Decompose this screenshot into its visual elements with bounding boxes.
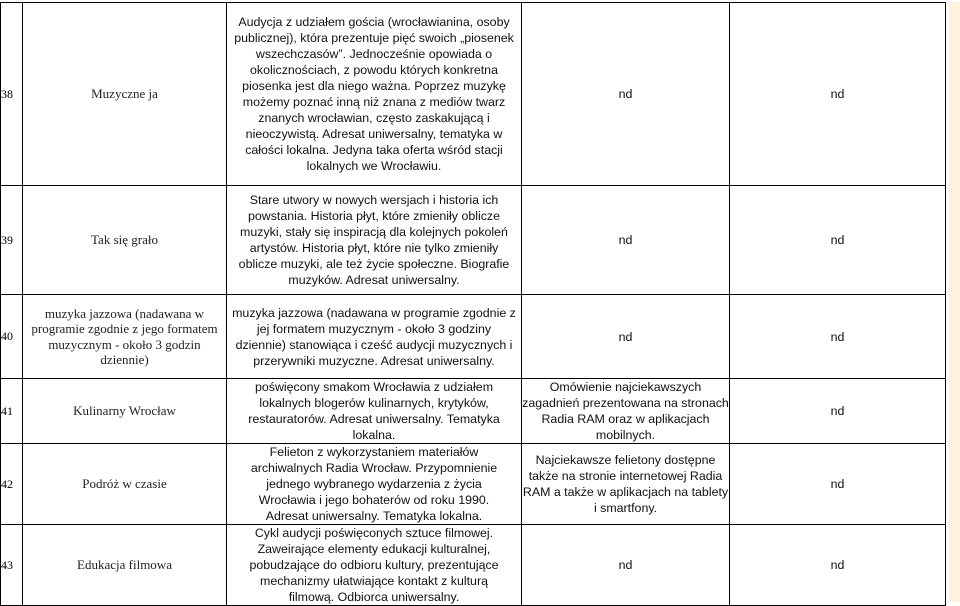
program-description [227,379,522,444]
program-description [227,3,522,186]
description-text: Felieton z wykorzystaniem materiałów archiwalnych Radia Wrocław. Przypomnienie jednego wybranego wydarzenia z życia Wrocławia i jego bohaterów od roku 1990. Adresat uniwersalny. Tematyka lokalna. [250,445,498,523]
table-row [1,525,946,606]
online-availability: Omówienie najciekawszych zagadnień prezentowana na stronach Radia RAM oraz w aplikacjach mobilnych. [522,380,729,442]
description-text: Stare utwory w nowych wersjach i historia ich powstania. Historia płyt, które zmieniły oblicze muzyki, stały się inspiracją dla kolejnych pokoleń artystów. Historia płyt, które nie tylko zmieniły oblicze muzyki, ale też życie społeczne. Biografie muzyków. Adresat uniwersalny. [238,193,510,287]
online-availability: Najciekawsze felietony dostępne także na stronie internetowej Radia RAM a także w aplikacjach na tablety i smartfony. [522,444,730,525]
online-availability: nd [522,525,730,606]
description-text: muzyka jazzowa (nadawana w programie zgodnie z jej formatem muzycznym - około 3 godziny dziennie) stanowiąca i cześć audycji muzycznych i przerywniki muzyczne. Adresat uniwersalny. [232,305,516,368]
table-row [1,186,946,295]
description-text: Audycja z udziałem gościa (wrocławianina, osoby publicznej), która prezentuje pięć swoich „piosenek wszechczasów”. Jednocześnie opowiada o okolicznościach, z powodu których konkretna piosenka jest dla niego ważna. Poprzez muzykę możemy poznać inną niż znana z mediów twarz znanych wrocławian, często zaskakującą i nieoczywistą. Adresat uniwersalny, tematyka w całości lokalna. Jedyna taka oferta wśród stacji lokalnych we Wrocławiu. [234,15,514,173]
row-number: 39 [1,186,23,295]
online-availability: nd [522,3,730,186]
row-number: 43 [1,525,23,606]
program-title: Podróż w czasie [23,444,227,525]
row-number: 40 [1,295,23,379]
program-description [227,186,522,295]
page-edge-strip [949,2,960,601]
program-table [0,2,946,606]
other-info: nd [730,3,946,186]
table-row [1,295,946,379]
program-title: Muzyczne ja [23,3,227,186]
program-title: Tak się grało [23,186,227,295]
program-description [227,295,522,379]
other-info: nd [730,295,946,379]
program-title: muzyka jazzowa (nadawana w programie zgodnie z jego formatem muzycznym - około 3 godzin dziennie) [23,295,227,379]
program-title: Kulinarny Wrocław [23,379,227,444]
table-row [1,379,946,444]
online-availability: nd [522,295,730,379]
row-number: 38 [1,3,23,186]
other-info: nd [730,525,946,606]
description-text: Cykl audycji poświęconych sztuce filmowej. Zaweirające elementy edukacji kulturalnej, pobudzające do odbioru kultury, prezentujące mechanizmy ułatwiające kontakt z kulturą filmową. Odbiorca uniwersalny. [249,526,499,604]
table-row [1,3,946,186]
other-info: nd [730,379,946,444]
program-title: Edukacja filmowa [23,525,227,606]
other-info: nd [730,444,946,525]
table-row [1,444,946,525]
program-description [227,444,522,525]
program-description [227,525,522,606]
other-info: nd [730,186,946,295]
description-text: poświęcony smakom Wrocławia z udziałem lokalnych blogerów kulinarnych, krytyków, restauratorów. Adresat uniwersalny. Tematyka lokalna. [248,380,500,442]
row-number: 41 [1,379,23,444]
row-number: 42 [1,444,23,525]
online-availability: nd [522,186,730,295]
